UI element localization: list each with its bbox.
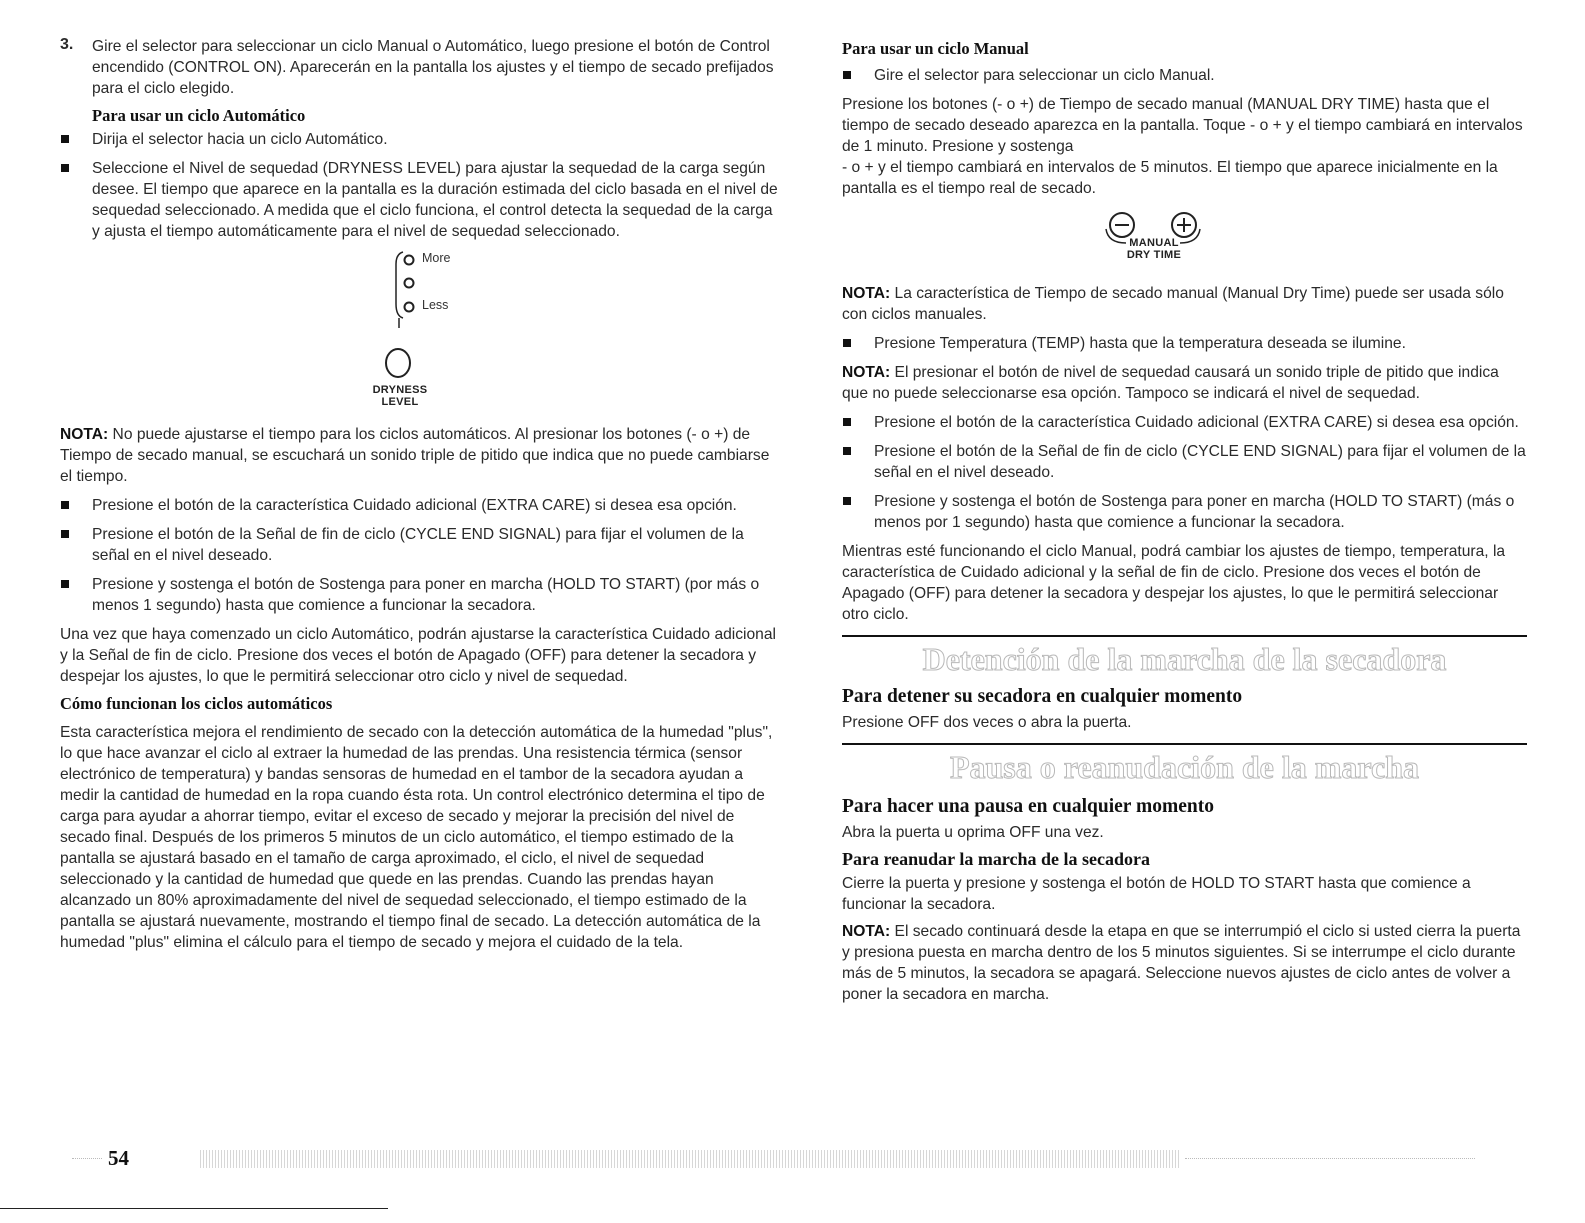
how-auto-cycles-work-heading: Cómo funcionan los ciclos automáticos <box>60 694 333 713</box>
how-auto-cycles-work-text: Esta característica mejora el rendimiento de secado con la detección automática de la humedad "plus", lo que hace avanzar el ciclo al extraer la humedad de las prendas. Una resistencia térmica (sensor electrónico de temperatura) y bandas sensoras de humedad en el tambor de la secadora ayudan a medir la cantidad de humedad en la ropa cuando ésta rota. Un control electrónico determina el tipo de carga para ayudar a ahorrar tiempo, evitar el exceso de secado y mejorar la precisión del nivel de secado final. Después de los primeros 5 minutos de un ciclo automático, el tiempo estimado de la pantalla se ajustará basado en el tamaño de carga aproximado, el ciclo, el nivel de sequedad seleccionado y la cantidad de humedad que quede en las prendas. Cuando las prendas hayan alcanzado un 80% aproximadamente del nivel de sequedad seleccionado, el tiempo estimado de la pantalla se ajustará nuevamente, mostrando el tiempo final de secado. La detección automática de la humedad "plus" elimina el cálculo para el tiempo de secado y mejora el cuidado de la tela. <box>60 724 773 951</box>
nota-resume <box>842 921 1527 1005</box>
auto-cycle-bullets <box>60 129 780 242</box>
dryness-less-label: Less <box>422 298 449 312</box>
manual-dry-time-figure <box>842 205 1527 283</box>
nota-label: NOTA: <box>60 426 109 443</box>
auto-options-bullets <box>60 495 780 616</box>
left-column <box>60 36 780 959</box>
auto-cycle-heading: Para usar un ciclo Automático <box>92 106 306 125</box>
resume-text: Cierre la puerta y presione y sostenga el botón de HOLD TO START hasta que comience a funcionar la secadora. <box>842 875 1471 913</box>
bullet-item: Presione el botón de la característica Cuidado adicional (EXTRA CARE) si desea esa opción. <box>60 495 780 516</box>
bullet-item: Gire el selector para seleccionar un ciclo Manual. <box>842 65 1527 86</box>
dryness-label-line2: LEVEL <box>381 396 419 408</box>
nota-label: NOTA: <box>842 364 891 381</box>
bullet-item: Presione el botón de la Señal de fin de ciclo (CYCLE END SIGNAL) para fijar el volumen de la señal en el nivel deseado. <box>60 524 780 566</box>
nota-label: NOTA: <box>842 285 891 302</box>
bullet-item: Presione y sostenga el botón de Sostenga para poner en marcha (HOLD TO START) (por más o menos 1 segundo) hasta que comience a funcionar la secadora. <box>60 574 780 616</box>
manual-running-paragraph: Mientras esté funcionando el ciclo Manual, podrá cambiar los ajustes de tiempo, temperatura, la característica de Cuidado adicional y la señal de fin de ciclo. Presione dos veces el botón de Apagado (OFF) para detener la secadora y despejar los ajustes, lo que le permitirá seleccionar otro ciclo. <box>842 543 1506 623</box>
dryness-indicator-less <box>405 303 414 312</box>
dryness-indicator-mid <box>405 279 414 288</box>
footer-dotted-rule-right <box>1185 1158 1475 1159</box>
manual-cycle-bullets <box>842 65 1527 86</box>
stop-subheading: Para detener su secadora en cualquier momento <box>842 686 1243 707</box>
bullet-item: Seleccione el Nivel de sequedad (DRYNESS LEVEL) para ajustar la sequedad de la carga según desee. El tiempo que aparece en la pantalla es la duración estimada del ciclo basada en el nivel de sequedad seleccionado. A medida que el ciclo funciona, el control detecta la sequedad de la carga y ajusta el tiempo automáticamente para el nivel de sequedad seleccionado. <box>60 158 780 242</box>
auto-started-paragraph: Una vez que haya comenzado un ciclo Automático, podrán ajustarse la característica Cuidado adicional y la Señal de fin de ciclo. Presione dos veces el botón de Apagado (OFF) para detener la secadora y despejar los ajustes, lo que le permitirá seleccionar otro ciclo y nivel de sequedad. <box>60 626 776 685</box>
manual-label-line2: DRY TIME <box>1126 249 1182 261</box>
nota-text: No puede ajustarse el tiempo para los ciclos automáticos. Al presionar los botones (- o +) de Tiempo de secado manual, se escuchará un sonido triple de pitido que indica que no puede cambiarse el tiempo. <box>60 426 770 485</box>
manual-dry-time-paragraph-1: Presione los botones (- o +) de Tiempo de secado manual (MANUAL DRY TIME) hasta que el tiempo de secado deseado aparezca en la pantalla. Toque - o + y el tiempo cambiará en intervalos de 1 minuto. Presione y sostenga <box>842 96 1523 155</box>
section-title-pause: Pausa o reanudación de la marcha <box>842 743 1527 787</box>
resume-subheading: Para reanudar la marcha de la secadora <box>842 849 1150 869</box>
bullet-item: Dirija el selector hacia un ciclo Automático. <box>60 129 780 150</box>
footer-pattern-bar <box>200 1150 1180 1168</box>
pause-subheading: Para hacer una pausa en cualquier momento <box>842 796 1214 817</box>
dryness-level-label <box>360 384 440 408</box>
manual-dry-time-paragraph-2: - o + y el tiempo cambiará en intervalos de 5 minutos. El tiempo que aparece inicialmente en la pantalla es el tiempo real de secado. <box>842 159 1498 197</box>
bottom-edge-rule <box>0 1208 388 1209</box>
dryness-indicator-more <box>405 256 414 265</box>
pause-text: Abra la puerta u oprima OFF una vez. <box>842 824 1104 841</box>
bullet-item: Presione el botón de la Señal de fin de ciclo (CYCLE END SIGNAL) para fijar el volumen de la señal en el nivel deseado. <box>842 441 1527 483</box>
manual-label-line1: MANUAL <box>1129 237 1179 249</box>
nota-text: El secado continuará desde la etapa en que se interrumpió el ciclo si usted cierra la puerta y presiona puesta en marcha dentro de los 5 minutos siguientes. Si se interrumpe el ciclo durante más de 5 minutos, la secadora se apagará. Seleccione nuevos ajustes de ciclo antes de volver a poner la secadora en marcha. <box>842 923 1521 1003</box>
bullet-item: Presione y sostenga el botón de Sostenga para poner en marcha (HOLD TO START) (más o menos por 1 segundo) hasta que comience a funcionar la secadora. <box>842 491 1527 533</box>
nota-label: NOTA: <box>842 923 891 940</box>
dryness-level-button <box>386 349 410 377</box>
step-number: 3. <box>60 36 74 53</box>
nota-dryness-button <box>842 362 1527 404</box>
page-number: 54 <box>108 1146 129 1170</box>
nota-auto-time <box>60 424 780 487</box>
page-footer <box>0 1140 1585 1223</box>
manual-cycle-heading: Para usar un ciclo Manual <box>842 39 1029 58</box>
section-title-stop: Detención de la marcha de la secadora <box>842 635 1527 679</box>
bullet-item: Presione el botón de la característica Cuidado adicional (EXTRA CARE) si desea esa opción. <box>842 412 1527 433</box>
step-3 <box>60 36 780 99</box>
nota-manual-dry-time <box>842 283 1527 325</box>
step-text: Gire el selector para seleccionar un ciclo Manual o Automático, luego presione el botón de Control encendido (CONTROL ON). Aparecerán en la pantalla los ajustes y el tiempo de secado prefijados para el ciclo elegido. <box>92 38 774 97</box>
manual-dry-time-label <box>1112 237 1196 261</box>
manual-options-bullets <box>842 412 1527 533</box>
dryness-label-line1: DRYNESS <box>372 384 428 396</box>
nota-text: La característica de Tiempo de secado manual (Manual Dry Time) puede ser usada sólo con ciclos manuales. <box>842 285 1504 323</box>
dryness-level-figure <box>60 246 780 424</box>
stop-text: Presione OFF dos veces o abra la puerta. <box>842 714 1132 731</box>
footer-dotted-rule-left <box>72 1158 102 1159</box>
dryness-more-label: More <box>422 251 451 265</box>
temperature-bullets <box>842 333 1527 354</box>
nota-text: El presionar el botón de nivel de sequedad causará un sonido triple de pitido que indica que no puede seleccionarse esa opción. Tampoco se indicará el nivel de sequedad. <box>842 364 1499 402</box>
right-column <box>842 36 1527 1011</box>
bullet-item: Presione Temperatura (TEMP) hasta que la temperatura deseada se ilumine. <box>842 333 1527 354</box>
